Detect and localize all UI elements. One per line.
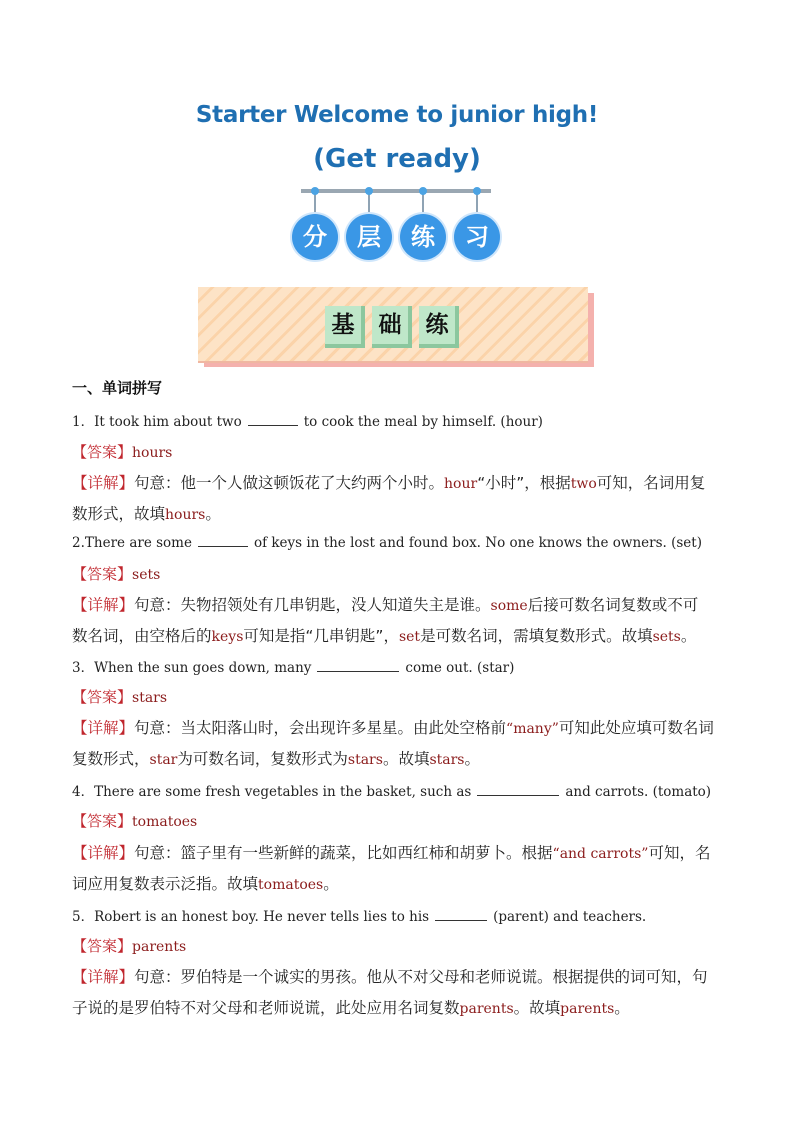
badge-xi: 习 bbox=[454, 214, 500, 260]
question-4: 4．There are some fresh vegetables in the basket, such as and carrots. (tomato) bbox=[72, 784, 712, 800]
answer-2: 【答案】sets bbox=[72, 565, 161, 583]
rail-stem bbox=[314, 190, 316, 216]
badge-lian: 练 bbox=[400, 214, 446, 260]
explanation-2-line-1: 【详解】句意：失物招领处有几串钥匙，没人知道失主是谁。some后接可数名词复数或不可 bbox=[72, 596, 699, 614]
answer-blank[interactable] bbox=[248, 413, 298, 426]
answer-1: 【答案】hours bbox=[72, 443, 173, 461]
question-5: 5．Robert is an honest boy. He never tells lies to his (parent) and teachers. bbox=[72, 909, 647, 925]
question-2: 2.There are some of keys in the lost and found box. No one knows the owners. (set) bbox=[72, 535, 702, 551]
badge-rail bbox=[301, 189, 491, 193]
title-line-2: (Get ready) bbox=[313, 144, 481, 174]
answer-5: 【答案】parents bbox=[72, 937, 187, 955]
title-line-1: Starter Welcome to junior high! bbox=[195, 102, 599, 128]
explanation-4-line-1: 【详解】句意：篮子里有一些新鲜的蔬菜，比如西红柿和胡萝卜。根据“and carrots”可知，名 bbox=[72, 844, 711, 862]
question-1: 1．It took him about two to cook the meal by himself. (hour) bbox=[72, 414, 543, 430]
banner-tile-ji: 基 bbox=[325, 306, 365, 348]
answer-3: 【答案】stars bbox=[72, 688, 168, 706]
answer-blank[interactable] bbox=[477, 783, 559, 796]
answer-blank[interactable] bbox=[198, 534, 248, 547]
explanation-2-line-2: 数名词，由空格后的keys可知是指“几串钥匙”，set是可数名词，需填复数形式。故填sets。 bbox=[72, 627, 697, 645]
explanation-5-line-1: 【详解】句意：罗伯特是一个诚实的男孩。他从不对父母和老师说谎。根据提供的词可知，句 bbox=[72, 968, 708, 986]
explanation-3-line-2: 复数形式，star为可数名词，复数形式为stars。故填stars。 bbox=[72, 750, 481, 768]
rail-stem bbox=[476, 190, 478, 216]
badge-fen: 分 bbox=[292, 214, 338, 260]
explanation-1-line-2: 数形式，故填hours。 bbox=[72, 505, 221, 523]
section-title: 一、单词拼写 bbox=[72, 379, 163, 397]
explanation-5-line-2: 子说的是罗伯特不对父母和老师说谎，此处应用名词复数parents。故填parents。 bbox=[72, 999, 630, 1017]
rail-stem bbox=[368, 190, 370, 216]
answer-blank[interactable] bbox=[317, 659, 399, 672]
answer-4: 【答案】tomatoes bbox=[72, 812, 198, 830]
explanation-3-line-1: 【详解】句意：当太阳落山时，会出现许多星星。由此处空格前“many”可知此处应填可数名词 bbox=[72, 719, 714, 737]
explanation-1-line-1: 【详解】句意：他一个人做这顿饭花了大约两个小时。hour“小时”，根据two可知，名词用复 bbox=[72, 474, 706, 492]
explanation-4-line-2: 词应用复数表示泛指。故填tomatoes。 bbox=[72, 875, 339, 893]
answer-blank[interactable] bbox=[435, 908, 487, 921]
banner-tile-lian: 练 bbox=[419, 306, 459, 348]
question-3: 3．When the sun goes down, many come out. (star) bbox=[72, 660, 515, 676]
badge-ceng: 层 bbox=[346, 214, 392, 260]
rail-stem bbox=[422, 190, 424, 216]
banner-tile-chu: 础 bbox=[372, 306, 412, 348]
